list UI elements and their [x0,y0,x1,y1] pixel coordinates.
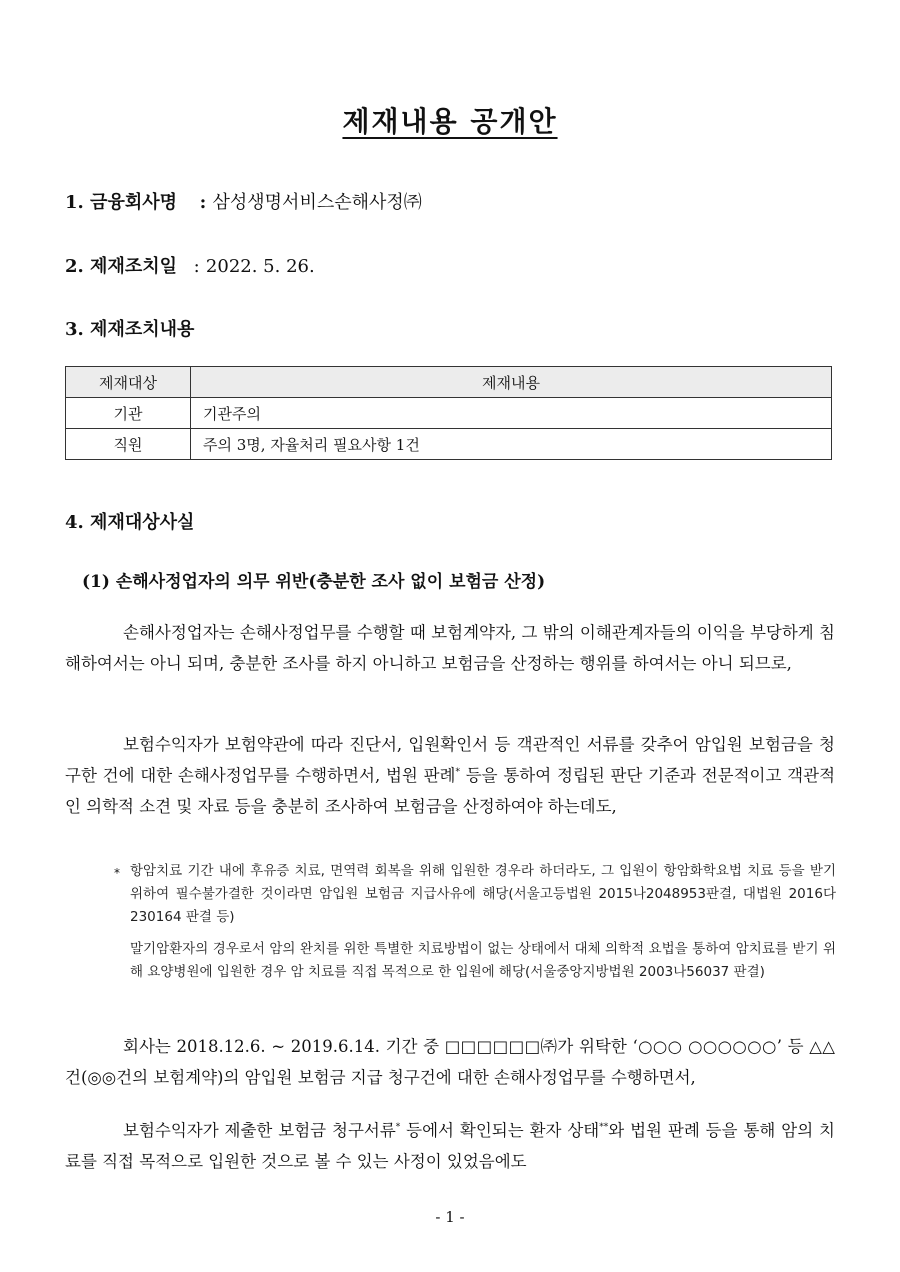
page-number: - 1 - [435,1208,465,1226]
table-header-row [66,367,832,398]
title-text: 제재내용 공개안 [342,105,558,138]
table-cell-target: 직원 [66,429,191,460]
section-label: 2. 제재조치일 [65,256,177,277]
document-title [0,100,900,140]
table-cell-content: 기관주의 [191,398,832,429]
table-cell-target: 기관 [66,398,191,429]
paragraph-1 [65,617,835,679]
footnote-marker: * [455,767,460,778]
paragraph-text: 손해사정업자는 손해사정업무를 수행할 때 보험계약자, 그 밖의 이해관계자들의 이익을 부당하게 침해하여서는 아니 되며, 충분한 조사를 하지 아니하고 보험금을 산정하는 행위를 하여서는 아니 되므로, [65,623,835,673]
section-label: 1. 금융회사명 [65,192,177,213]
paragraph-text: 회사는 2018.12.6. ~ 2019.6.14. 기간 중 □□□□□□㈜가 위탁한 ‘○○○ ○○○○○○’ 등 △△건(◎◎건의 보험계약)의 암입원 보험금 지급 청구건에 대한 손해사정업무를 수행하면서, [65,1037,835,1087]
section-sanction-facts [65,508,194,534]
paragraph-text: 등을 통하여 정립된 판단 기준과 전문적이고 객관적인 의학적 소견 및 자료 등을 충분히 조사하여 보험금을 산정하여야 하는데도, [65,766,836,816]
paragraph-4 [65,1115,835,1177]
footnote-text: 항암치료 기간 내에 후유증 치료, 면역력 회복을 위해 입원한 경우라 하더라도, 그 입원이 항암화학요법 치료 등을 받기 위하여 필수불가결한 것이라면 암입원 보험금 지급사유에 해당(서울고등법원 2015나2048953판결, 대법원 2016다230164 판결 등) [130,863,836,925]
table-row [66,429,832,460]
paragraph-3 [65,1031,835,1093]
table-row [66,398,832,429]
subsection-title [82,567,545,592]
section-separator: : [199,192,207,213]
company-name-value: 삼성생명서비스손해사정㈜ [212,192,422,213]
footnote-marker: * [395,1122,401,1133]
section-sanction-details [65,315,194,341]
paragraph-2 [65,729,835,822]
footnote-1 [130,860,836,929]
paragraph-text: 보험수익자가 제출한 보험금 청구서류 [123,1121,396,1140]
note-marker: * [114,866,120,880]
sanction-table [65,366,832,460]
section-label: 3. 제재조치내용 [65,319,195,340]
subsection-label: (1) 손해사정업자의 의무 위반(충분한 조사 없이 보험금 산정) [82,572,546,592]
table-header-target: 제재대상 [66,367,191,398]
paragraph-text: 와 법원 판례 등을 통해 암의 치료를 직접 목적으로 입원한 것으로 볼 수 있는 사정이 있었음에도 [65,1121,835,1171]
paragraph-text: 보험수익자가 보험약관에 따라 진단서, 입원확인서 등 객관적인 서류를 갖추어 암입원 보험금을 청구한 건에 대한 손해사정업무를 수행하면서, 법원 판례 [65,735,835,785]
table-cell-content: 주의 3명, 자율처리 필요사항 1건 [191,429,832,460]
footnote-marker: ** [599,1122,609,1133]
footnote-2 [130,938,836,984]
section-label: 4. 제재대상사실 [65,512,195,533]
section-separator: : [193,256,200,277]
paragraph-text: 등에서 확인되는 환자 상태 [400,1121,600,1140]
section-company-name [65,188,422,214]
section-sanction-date [65,252,315,278]
footnote-text: 말기암환자의 경우로서 암의 완치를 위한 특별한 치료방법이 없는 상태에서 대체 의학적 요법을 통하여 암치료를 받기 위해 요양병원에 입원한 경우 암 치료를 직접 목적으로 한 입원에 해당(서울중앙지방법원 2003나56037 판결) [130,941,836,980]
sanction-date-value: 2022. 5. 26. [205,256,315,277]
table-header-content: 제재내용 [191,367,832,398]
